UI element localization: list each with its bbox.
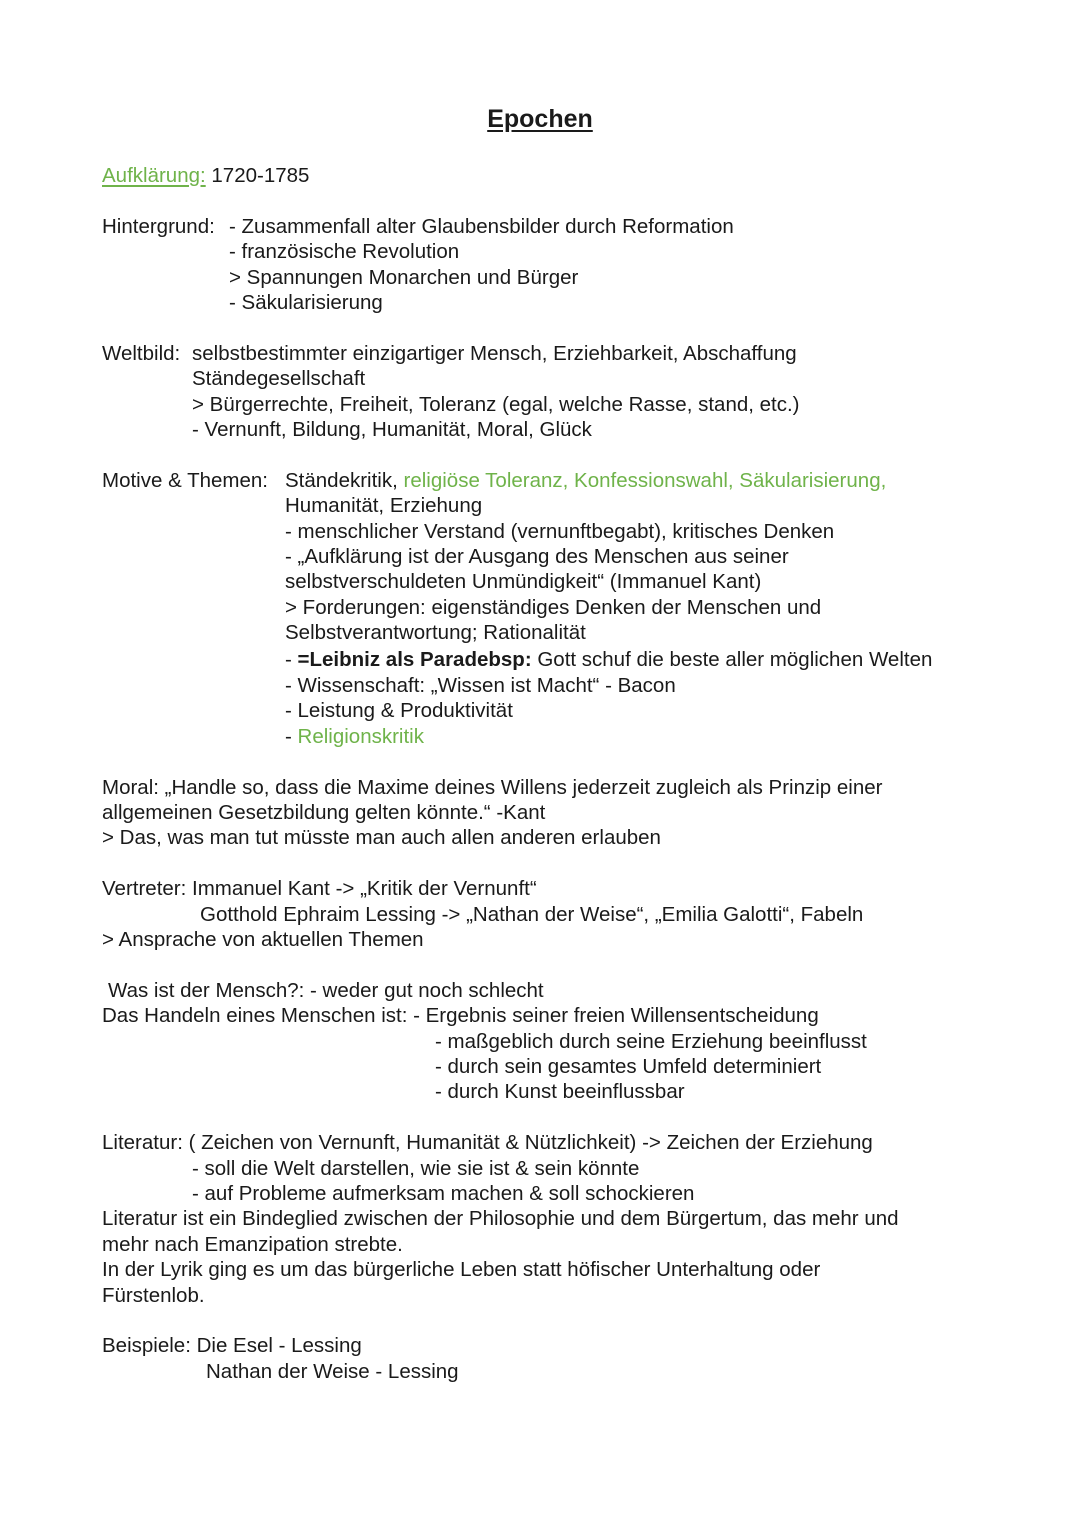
- motive-label: Motive & Themen:: [102, 469, 268, 492]
- religionskritik-text: Religionskritik: [297, 725, 424, 748]
- leibniz-line: [285, 648, 932, 672]
- hintergrund-item: - Zusammenfall alter Glaubensbilder durch Reformation: [229, 215, 734, 238]
- mensch-question: Was ist der Mensch?: - weder gut noch schlecht: [108, 979, 544, 1002]
- motive-line: - menschlicher Verstand (vernunftbegabt), kritisches Denken: [285, 520, 835, 543]
- weltbild-line: > Bürgerrechte, Freiheit, Toleranz (egal, welche Rasse, stand, etc.): [192, 393, 800, 416]
- moral-line: Moral: „Handle so, dass die Maxime deines Willens jederzeit zugleich als Prinzip einer: [102, 776, 883, 799]
- handeln-item: - durch Kunst beeinflussbar: [435, 1080, 685, 1103]
- literatur-line: Literatur: ( Zeichen von Vernunft, Humanität & Nützlichkeit) -> Zeichen der Erziehung: [102, 1131, 873, 1154]
- vertreter-line: Gotthold Ephraim Lessing -> „Nathan der Weise“, „Emilia Galotti“, Fabeln: [200, 903, 864, 926]
- handeln-item: - maßgeblich durch seine Erziehung beeinflusst: [435, 1030, 867, 1053]
- page-title: Epochen: [487, 105, 593, 133]
- motive-highlight: religiöse Toleranz, Konfessionswahl, Säkularisierung,: [403, 469, 887, 492]
- motive-line: - Wissenschaft: „Wissen ist Macht“ - Bacon: [285, 674, 676, 697]
- leibniz-bold: =Leibniz als Paradebsp:: [297, 648, 532, 671]
- weltbild-line: - Vernunft, Bildung, Humanität, Moral, Glück: [192, 418, 592, 441]
- handeln-item: - durch sein gesamtes Umfeld determiniert: [435, 1055, 822, 1078]
- religionskritik-prefix: -: [285, 725, 298, 748]
- motive-line: Humanität, Erziehung: [285, 494, 483, 517]
- vertreter-line: > Ansprache von aktuellen Themen: [102, 928, 424, 951]
- vertreter-line: Vertreter: Immanuel Kant -> „Kritik der Vernunft“: [102, 877, 537, 900]
- motive-first-line: [285, 469, 886, 493]
- literatur-line: mehr nach Emanzipation strebte.: [102, 1233, 403, 1256]
- epoch-heading: [102, 164, 309, 188]
- weltbild-label: Weltbild:: [102, 342, 181, 365]
- hintergrund-item: - Säkularisierung: [229, 291, 383, 314]
- moral-line: allgemeinen Gesetzbildung gelten könnte.“ -Kant: [102, 801, 546, 824]
- weltbild-line: selbstbestimmter einzigartiger Mensch, Erziehbarkeit, Abschaffung: [192, 342, 797, 365]
- motive-line: - „Aufklärung ist der Ausgang des Menschen aus seiner: [285, 545, 789, 568]
- hintergrund-label: Hintergrund:: [102, 215, 215, 238]
- beispiele-line: Nathan der Weise - Lessing: [206, 1360, 459, 1383]
- hintergrund-item: - französische Revolution: [229, 240, 460, 263]
- literatur-line: - auf Probleme aufmerksam machen & soll schockieren: [192, 1182, 695, 1205]
- moral-line: > Das, was man tut müsste man auch allen anderen erlauben: [102, 826, 661, 849]
- hintergrund-item: > Spannungen Monarchen und Bürger: [229, 266, 579, 289]
- leibniz-prefix: -: [285, 648, 298, 671]
- motive-line: - Leistung & Produktivität: [285, 699, 513, 722]
- literatur-line: In der Lyrik ging es um das bürgerliche Leben statt höfischer Unterhaltung oder: [102, 1258, 821, 1281]
- literatur-line: Fürstenlob.: [102, 1284, 205, 1307]
- epoch-name: Aufklärung:: [102, 164, 206, 187]
- handeln-line: Das Handeln eines Menschen ist: - Ergebnis seiner freien Willensentscheidung: [102, 1004, 819, 1027]
- literatur-line: Literatur ist ein Bindeglied zwischen der Philosophie und dem Bürgertum, das mehr und: [102, 1207, 899, 1230]
- epoch-period: 1720-1785: [211, 164, 310, 187]
- beispiele-line: Beispiele: Die Esel - Lessing: [102, 1334, 362, 1357]
- literatur-line: - soll die Welt darstellen, wie sie ist & sein könnte: [192, 1157, 640, 1180]
- religionskritik-line: [285, 725, 424, 749]
- motive-line: > Forderungen: eigenständiges Denken der Menschen und: [285, 596, 822, 619]
- weltbild-line: Ständegesellschaft: [192, 367, 366, 390]
- motive-plain: Ständekritik,: [285, 469, 398, 492]
- motive-line: Selbstverantwortung; Rationalität: [285, 621, 586, 644]
- motive-line: selbstverschuldeten Unmündigkeit“ (Immanuel Kant): [285, 570, 762, 593]
- leibniz-rest: Gott schuf die beste aller möglichen Welten: [531, 648, 933, 671]
